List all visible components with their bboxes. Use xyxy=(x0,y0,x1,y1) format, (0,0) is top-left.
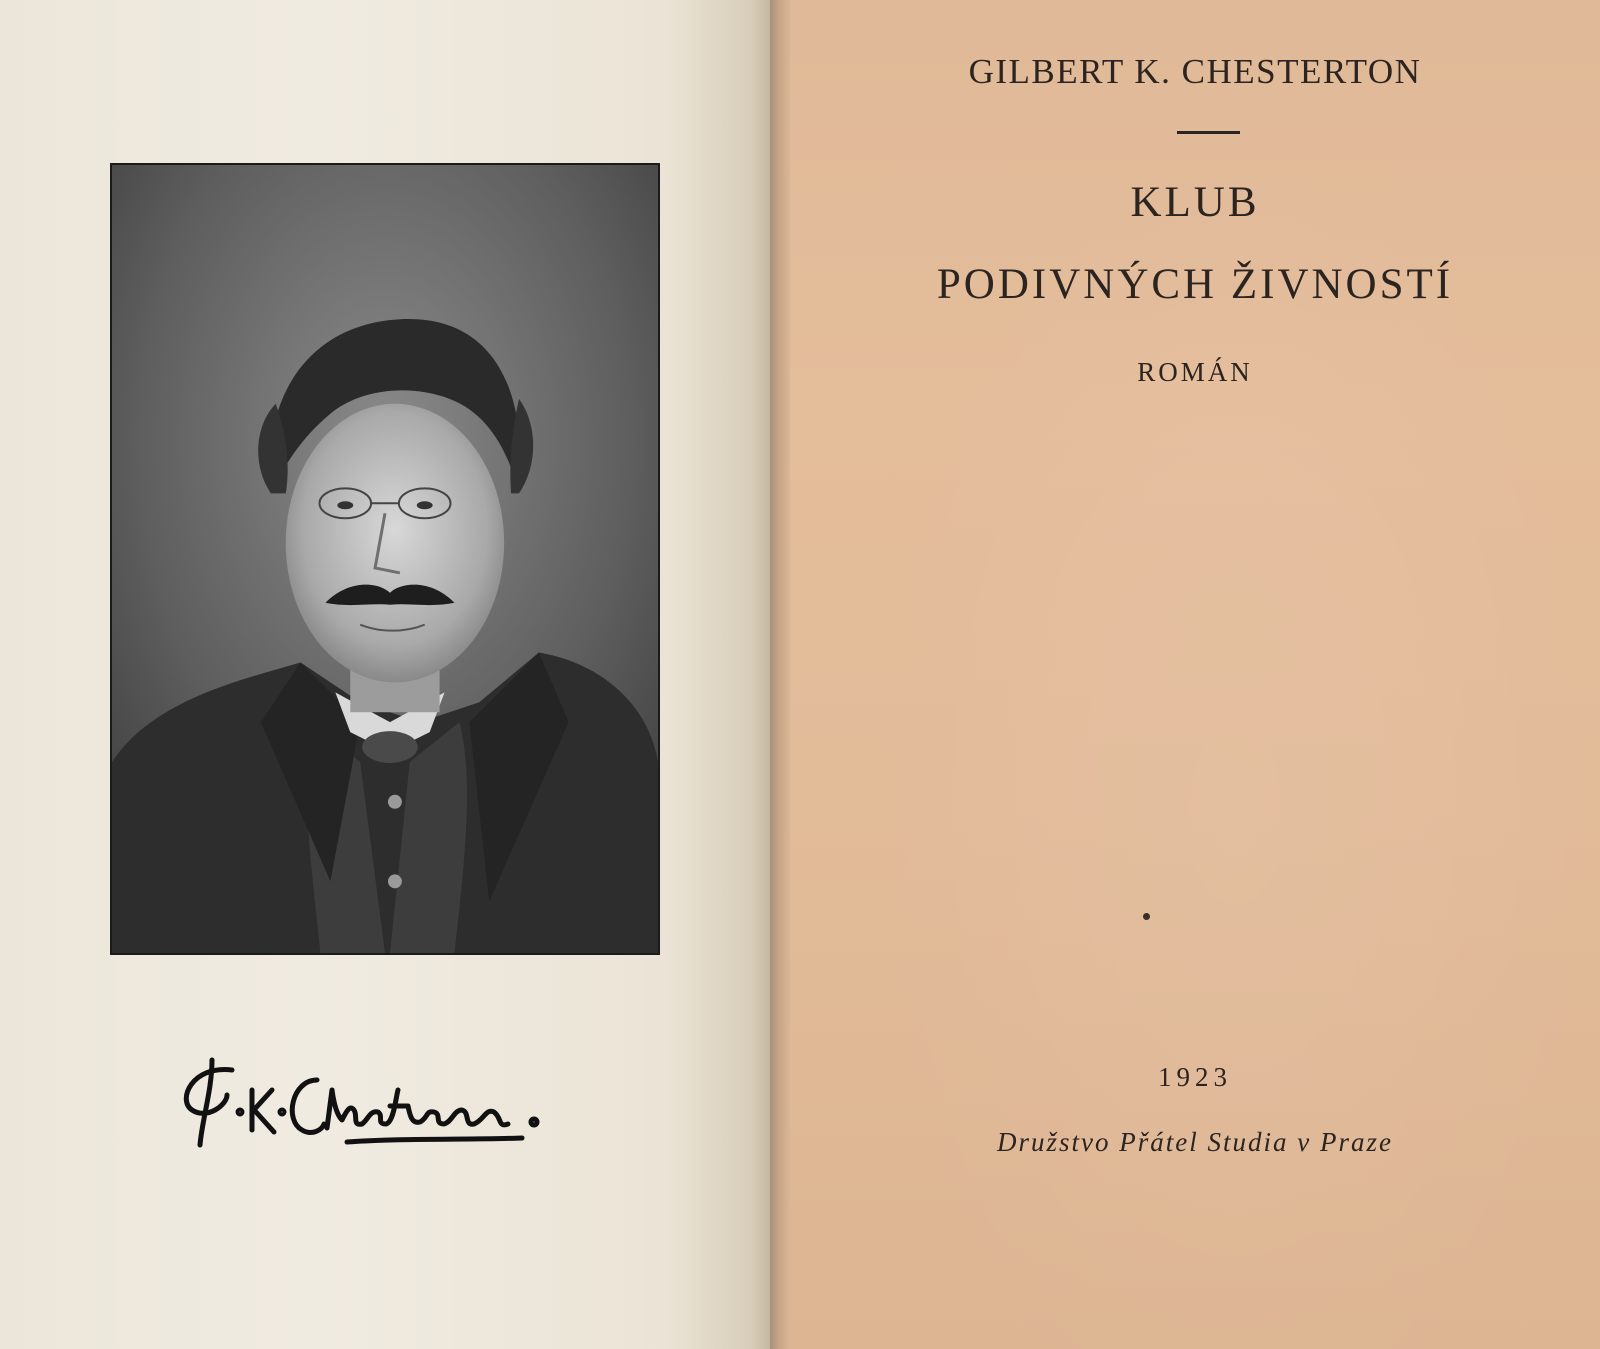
book-genre: ROMÁN xyxy=(1137,357,1253,387)
frontispiece-page xyxy=(0,0,783,1349)
author-portrait xyxy=(110,163,660,955)
ornament-dot xyxy=(1143,913,1150,920)
title-rule xyxy=(1177,131,1240,134)
portrait-photo-icon xyxy=(112,165,658,953)
book-title-line2: PODIVNÝCH ŽIVNOSTÍ xyxy=(936,261,1454,308)
signature-icon xyxy=(172,1050,572,1160)
title-page xyxy=(790,0,1600,1349)
publication-year: 1923 xyxy=(1158,1062,1232,1092)
publisher: Družstvo Přátel Studia v Praze xyxy=(997,1127,1393,1157)
book-title-line1: KLUB xyxy=(1130,179,1260,226)
author-signature xyxy=(172,1050,572,1160)
author-name: GILBERT K. CHESTERTON xyxy=(968,52,1422,91)
